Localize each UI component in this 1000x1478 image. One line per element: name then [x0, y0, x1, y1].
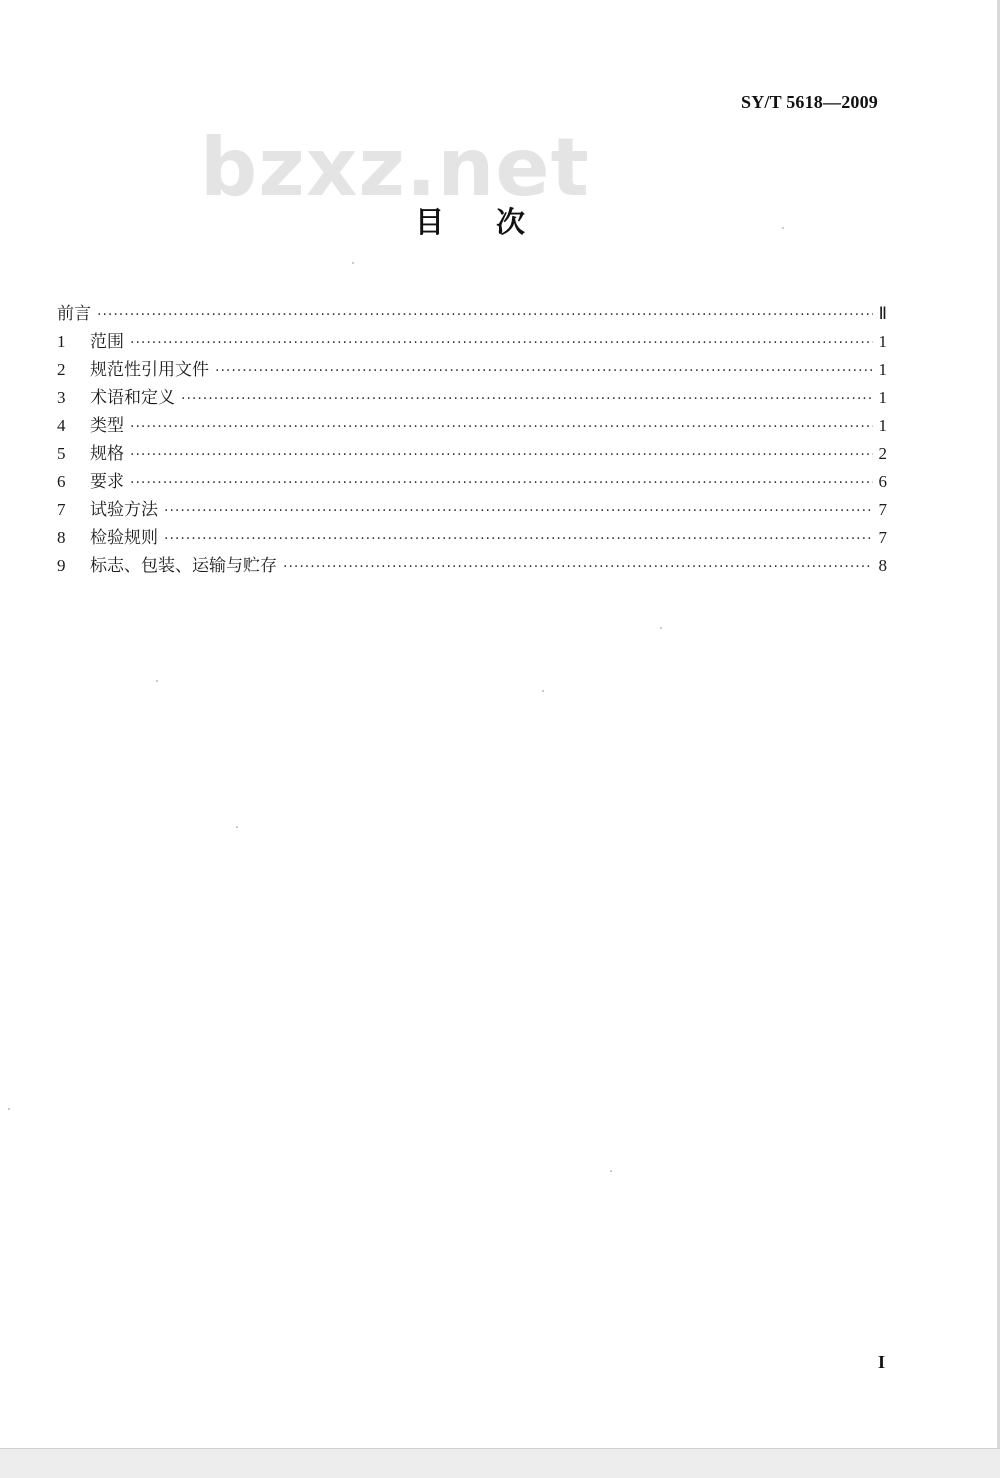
watermark-logo: bzxz.net [200, 121, 590, 214]
toc-label: 试验方法 [90, 500, 158, 520]
toc-label: 前言 [57, 304, 91, 324]
toc-page-number: 1 [878, 416, 887, 435]
toc-number: 9 [57, 556, 66, 575]
table-of-contents [57, 300, 887, 580]
standard-code: SY/T 5618—2009 [741, 92, 878, 112]
toc-number: 2 [57, 360, 66, 379]
title-char-2: 次 [496, 205, 526, 239]
toc-number: 6 [57, 472, 66, 491]
toc-label: 检验规则 [90, 528, 158, 548]
toc-row[interactable] [57, 440, 887, 468]
toc-leader-dots [130, 441, 873, 469]
toc-number: 7 [57, 500, 66, 519]
toc-label: 标志、包装、运输与贮存 [90, 556, 277, 576]
toc-number: 8 [57, 528, 66, 547]
toc-page-number: Ⅱ [878, 304, 887, 323]
toc-number: 3 [57, 388, 66, 407]
toc-row[interactable] [57, 468, 887, 496]
toc-leader-dots [130, 413, 873, 441]
scan-speck [782, 227, 784, 229]
toc-page-number: 7 [878, 528, 887, 547]
scan-speck [352, 262, 354, 264]
toc-page-number: 7 [878, 500, 887, 519]
toc-leader-dots [164, 525, 873, 553]
toc-row[interactable] [57, 328, 887, 356]
toc-leader-dots [215, 357, 873, 385]
scan-speck [8, 1108, 10, 1110]
scan-speck [236, 826, 238, 828]
toc-page-number: 1 [878, 332, 887, 351]
scan-speck [610, 1170, 612, 1172]
toc-label: 术语和定义 [90, 388, 175, 408]
toc-page-number: 2 [878, 444, 887, 463]
toc-label: 规格 [90, 444, 124, 464]
toc-leader-dots [283, 553, 873, 581]
toc-page-number: 6 [878, 472, 887, 491]
toc-leader-dots [164, 497, 873, 525]
toc-leader-dots [97, 301, 873, 329]
toc-row-preface[interactable] [57, 300, 887, 328]
toc-row[interactable] [57, 384, 887, 412]
toc-row[interactable] [57, 496, 887, 524]
toc-row[interactable] [57, 412, 887, 440]
toc-page-number: 8 [878, 556, 887, 575]
title-char-1: 目 [414, 205, 444, 239]
toc-label: 规范性引用文件 [90, 360, 209, 380]
scan-speck [542, 690, 544, 692]
toc-row[interactable] [57, 524, 887, 552]
toc-label: 要求 [90, 472, 124, 492]
toc-page-number: 1 [878, 360, 887, 379]
viewer-bottom-strip [0, 1448, 1000, 1478]
toc-row[interactable] [57, 356, 887, 384]
toc-number: 1 [57, 332, 66, 351]
toc-row[interactable] [57, 552, 887, 580]
toc-leader-dots [181, 385, 873, 413]
toc-number: 5 [57, 444, 66, 463]
toc-leader-dots [130, 329, 873, 357]
scan-speck [156, 680, 158, 682]
toc-page-number: 1 [878, 388, 887, 407]
toc-label: 范围 [90, 332, 124, 352]
toc-label: 类型 [90, 416, 124, 436]
toc-number: 4 [57, 416, 66, 435]
page-title [0, 200, 940, 241]
page-folio: I [877, 1352, 885, 1372]
toc-leader-dots [130, 469, 873, 497]
scan-speck [660, 627, 662, 629]
